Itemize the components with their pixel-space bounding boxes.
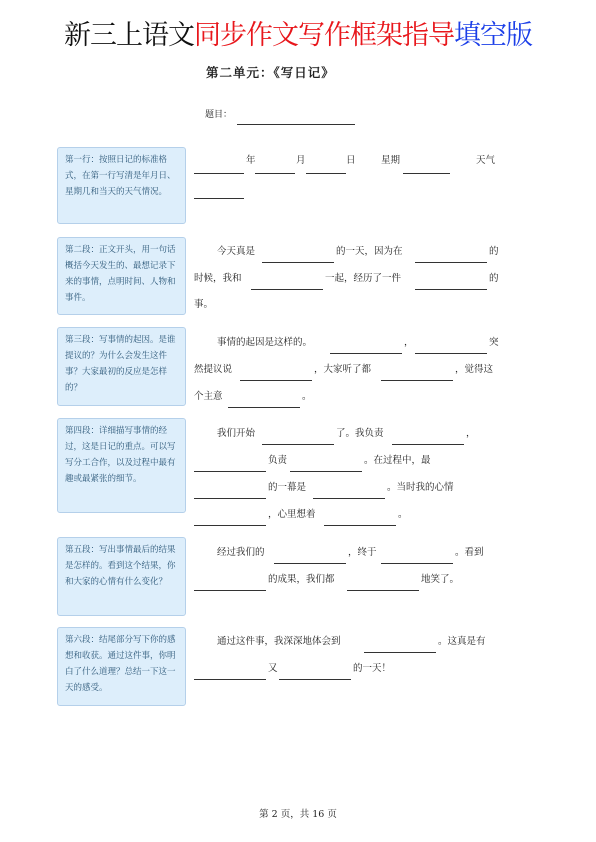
date-day-label: 日 (346, 155, 356, 166)
year-blank[interactable] (194, 173, 244, 174)
p2-text-c: 的 (489, 246, 499, 257)
weekday-label: 星期 (381, 155, 401, 166)
tip-box-1: 第一行：按照日记的标准格式，在第一行写清是年月日、星期几和当天的天气情况。 (57, 147, 186, 224)
p6-blank-3[interactable] (279, 679, 351, 680)
tip-box-4: 第四段：详细描写事情的经过，这是日记的重点。可以写写分工合作，以及过程中最有趣或最紧张的细节。 (57, 418, 186, 513)
p3-text-b: ， (404, 337, 414, 348)
page-footer: 第 2 页，共 16 页 (259, 809, 337, 820)
header-part-2: 同步作文写作框架指导 (194, 20, 454, 51)
p2-blank-3[interactable] (251, 289, 323, 290)
p5-blank-1[interactable] (274, 563, 346, 564)
unit-subtitle: 第二单元：《写日记》 (206, 65, 335, 80)
p4-text-g: 。当时我的心情 (387, 482, 454, 493)
weather-blank[interactable] (194, 198, 244, 199)
p6-text-d: 的一天！ (353, 663, 392, 674)
tip-box-3: 第三段：写事情的起因。是谁提议的？为什么会发生这件事？大家最初的反应是怎样的？ (57, 327, 186, 406)
p2-text-f: 的 (489, 273, 499, 284)
p2-text-a: 今天真是 (217, 246, 256, 257)
p5-blank-2[interactable] (381, 563, 453, 564)
page-header (0, 18, 596, 54)
p2-text-d: 时候，我和 (194, 273, 242, 284)
tip-box-6: 第六段：结尾部分写下你的感想和收获。通过这件事，你明白了什么道理？总结一下这一天的感受。 (57, 627, 186, 706)
p6-text-b: 。这真是有 (438, 636, 486, 647)
p4-text-f: 的一幕是 (268, 482, 307, 493)
p3-blank-2[interactable] (415, 353, 487, 354)
p5-blank-4[interactable] (347, 590, 419, 591)
p3-text-d: 然提议说 (194, 364, 233, 375)
p4-text-c: ， (466, 428, 476, 439)
date-year-label: 年 (246, 155, 256, 166)
p3-text-e: ，大家听了都 (314, 364, 372, 375)
topic-blank[interactable] (237, 124, 355, 125)
p4-text-i: 。 (398, 509, 408, 520)
day-blank[interactable] (306, 173, 346, 174)
p4-blank-5[interactable] (194, 498, 266, 499)
p3-text-a: 事情的起因是这样的。 (217, 337, 313, 348)
header-part-1: 新三上语文 (64, 20, 194, 51)
month-blank[interactable] (255, 173, 295, 174)
p4-text-e: 。在过程中，最 (364, 455, 431, 466)
p3-blank-3[interactable] (240, 380, 312, 381)
p3-blank-1[interactable] (330, 353, 402, 354)
p2-text-e: 一起，经历了一件 (325, 273, 402, 284)
p5-text-b: ，终于 (348, 547, 377, 558)
p2-blank-1[interactable] (262, 262, 334, 263)
header-part-3: 填空版 (454, 20, 532, 51)
p4-text-b: 了。我负责 (336, 428, 384, 439)
p6-blank-2[interactable] (194, 679, 266, 680)
p6-text-c: 又 (268, 663, 278, 674)
tip-box-2: 第二段：正文开头，用一句话概括今天发生的、最想记录下来的事情，点明时间、人物和事件。 (57, 237, 186, 315)
p4-blank-8[interactable] (324, 525, 396, 526)
p5-text-a: 经过我们的 (217, 547, 265, 558)
p3-text-h: 。 (302, 391, 312, 402)
p4-blank-3[interactable] (194, 471, 266, 472)
p5-text-e: 地笑了。 (421, 574, 460, 585)
p4-text-h: ，心里想着 (268, 509, 316, 520)
date-month-label: 月 (296, 155, 306, 166)
p5-text-c: 。看到 (455, 547, 484, 558)
p4-blank-7[interactable] (194, 525, 266, 526)
p3-text-f: ，觉得这 (455, 364, 494, 375)
topic-label: 题目： (205, 110, 233, 120)
weekday-blank[interactable] (403, 173, 450, 174)
p5-blank-3[interactable] (194, 590, 266, 591)
p2-text-g: 事。 (194, 299, 214, 310)
p3-blank-4[interactable] (381, 380, 453, 381)
p6-blank-1[interactable] (364, 652, 436, 653)
p4-blank-1[interactable] (262, 444, 334, 445)
tip-box-5: 第五段：写出事情最后的结果是怎样的。看到这个结果，你和大家的心情有什么变化？ (57, 537, 186, 616)
p4-blank-4[interactable] (290, 471, 362, 472)
p4-text-a: 我们开始 (217, 428, 256, 439)
p6-text-a: 通过这件事，我深深地体会到 (217, 636, 341, 647)
p4-blank-2[interactable] (392, 444, 464, 445)
p2-text-b: 的一天，因为在 (336, 246, 403, 257)
p2-blank-2[interactable] (415, 262, 487, 263)
weather-label: 天气 (476, 155, 496, 166)
p4-text-d: 负责 (268, 455, 288, 466)
p5-text-d: 的成果，我们都 (268, 574, 335, 585)
p4-blank-6[interactable] (313, 498, 385, 499)
p3-text-g: 个主意 (194, 391, 223, 402)
p2-blank-4[interactable] (415, 289, 487, 290)
p3-text-c: 突 (489, 337, 499, 348)
p3-blank-5[interactable] (228, 407, 300, 408)
